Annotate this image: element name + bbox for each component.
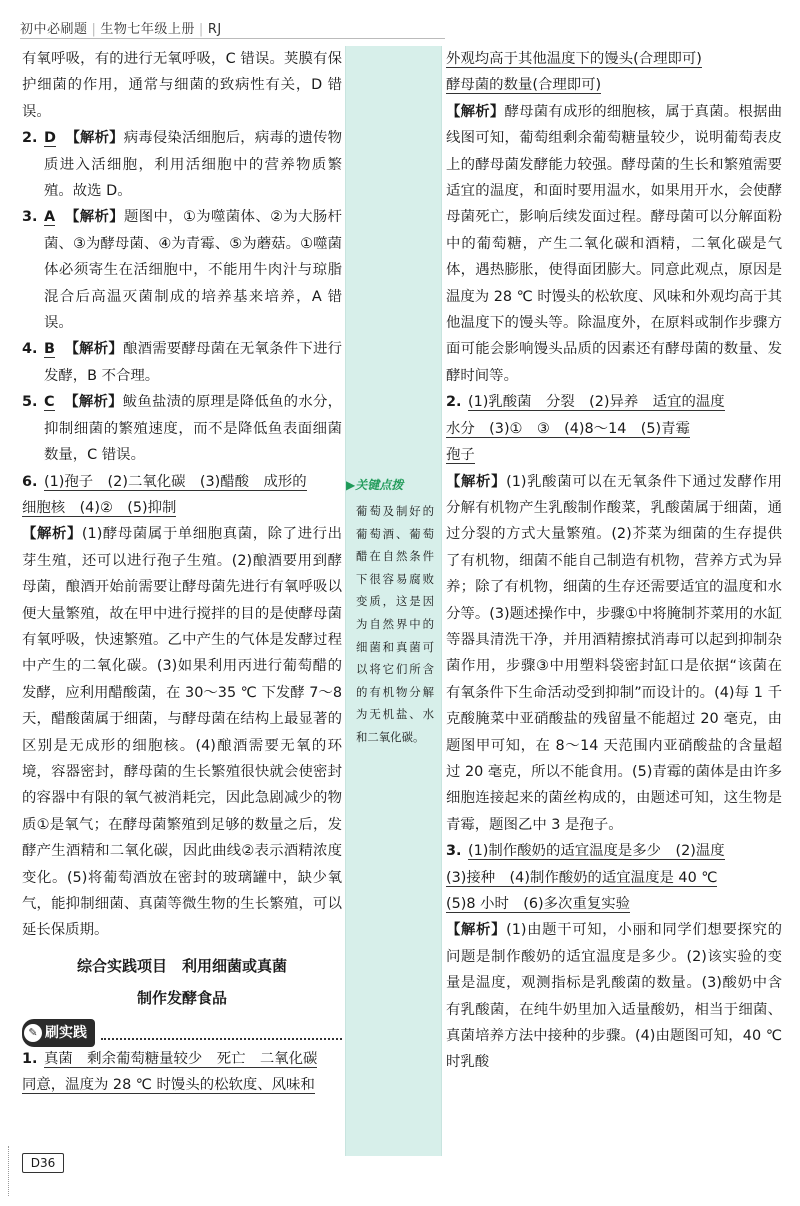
analysis-tag: 【解析】 [446,103,505,120]
analysis-text: 酵母菌有成形的细胞核，属于真菌。根据曲线图可知，葡萄组剩余葡萄糖量较少，说明葡萄表皮上的酵母菌发酵能力较强。酵母菌的生长和繁殖需要适宜的温度，和面时要用温水，如果用开水，会使酵母菌死亡，影响后续发面过程。酵母菌可以分解面粉中的葡萄糖，产生二氧化碳和酒精，二氧化碳是气体，遇热膨胀，使得面团膨大。同意此观点，原因是温度为 28 ℃ 时馒头的松软度、风味和外观均高于其他温度下的馒头等。除温度外，在原料或制作步骤方面可能会影响馒头品质的因素还有酵母菌的数量、发酵时间等。 [446,103,783,384]
analysis-text: 题图中，①为噬菌体、②为大肠杆菌、③为酵母菌、④为青霉、⑤为蘑菇。①噬菌体必须寄生在活细胞中，不能用牛肉汁与琼脂混合后高温灭菌制成的培养基来培养，A 错误。 [44,209,342,332]
subject-name: 生物七年级上册 [100,22,195,37]
analysis-tag: 【解析】 [64,394,123,411]
intro-text: 有氧呼吸，有的进行无氧呼吸，C 错误。荚膜有保护细菌的作用，通常与细菌的致病性有关，D 错误。 [22,51,342,120]
answer-line-3: 孢子 [446,447,475,464]
q-number: 3. [446,843,462,860]
right-column [446,46,782,1076]
answer-line-1: (1)制作酸奶的适宜温度是多少 (2)温度 [468,843,725,860]
answer-line-1: (1)乳酸菌 分裂 (2)异养 适宜的温度 [468,394,725,411]
analysis-text: 病毒侵染活细胞后，病毒的遗传物质进入活细胞，利用活细胞中的营养物质繁殖。故选 D。 [44,130,342,200]
section-title: 综合实践项目 利用细菌或真菌 [76,956,287,975]
page-number: D36 [22,1153,64,1173]
answer-line-4: 酵母菌的数量(合理即可) [446,77,602,94]
answer-line-1: 真菌 剩余葡萄糖量较少 死亡 二氧化碳 [44,1050,318,1067]
answer-line-2: 同意，温度为 28 ℃ 时馒头的松软度、风味和 [22,1077,315,1094]
analysis-text: (1)乳酸菌可以在无氧条件下通过发酵作用分解有机物产生乳酸制作酸菜，乳酸菌属于细菌，通过分裂的方式大量繁殖。(2)芥菜为细菌的生存提供了有机物，细菌不能自己制造有机物，营养方式为异养；除了有机物，细菌的生存还需要适宜的温度和水分等。(3)题述操作中，步骤①中将腌制芥菜用的水缸等器具清洗干净，并用酒精擦拭消毒可以起到抑制杂菌作用，步骤③中用塑料袋密封缸口是依据“该菌在有氧条件下生命活动受到抑制”而设计的。(4)每 1 千克酸腌菜中亚硝酸盐的残留量不能超过 20 毫克，由题图甲可知，在 8～14 天范围内亚硝酸盐的含量超过 20 毫克，所以不能食用。(5)青霉的菌体是由许多细胞连接起来的菌丝构成的，由题述可知，这生物是青霉，题图乙中 3 是孢子。 [446,473,782,833]
answer-line-2: 细胞核 (4)② (5)抑制 [22,499,177,516]
edition-label: RJ [207,22,222,37]
answer-q6 [22,469,342,495]
answer-letter: B [44,341,55,358]
answer-line-2: 水分 (3)① ③ (4)8～14 (5)青霉 [446,420,690,437]
analysis-tag: 【解析】 [65,130,124,147]
practice-badge [22,1019,95,1047]
tip-heading-text: 关键点拨 [355,478,404,492]
q-number: 1. [22,1050,38,1067]
header-rule [20,38,445,39]
analysis-tag: 【解析】 [446,922,507,939]
tip-heading [346,476,441,493]
answer-line-3: 外观均高于其他温度下的馒头(合理即可) [446,51,702,67]
left-column [22,46,342,1099]
analysis-text: (1)由题干可知，小丽和同学们想要探究的问题是制作酸奶的适宜温度是多少。(2)该实验的变量是温度，观测指标是乳酸菌的数量。(3)酸奶中含有乳酸菌，在纯牛奶里加入适量酸奶，相当于细菌、真菌培养方法中接种的步骤。(4)由题图可知，40 ℃ 时乳酸 [446,922,782,1071]
analysis-text: 鲅鱼盐渍的原理是降低鱼的水分，抑制细菌的繁殖速度，而不是降低鱼表面细菌数量，C 错误。 [44,394,342,464]
answer-q4 [22,336,342,389]
practice-banner [22,1020,342,1046]
answer-letter: D [44,130,56,147]
page-header: 初中必刷题 | 生物七年级上册 | RJ [20,22,222,37]
practice-q3 [446,838,782,864]
practice-label: 刷实践 [45,1024,87,1041]
tip-sidebar [345,46,442,1156]
answer-q3 [22,204,342,336]
answer-letter: A [44,209,56,226]
answer-letter: C [44,394,55,411]
practice-q2 [446,389,782,415]
q-number: 6. [22,473,38,490]
triangle-icon: ▶ [346,478,356,492]
q-number: 4. [22,341,38,358]
analysis-text: 酿酒需要酵母菌在无氧条件下进行发酵，B 不合理。 [44,341,342,384]
q-number: 5. [22,394,38,411]
analysis-text: (1)酵母菌属于单细胞真菌，除了进行出芽生殖，还可以进行孢子生殖。(2)酿酒要用到酵母菌，酿酒开始前需要让酵母菌先进行有氧呼吸以便大量繁殖，故在甲中进行搅拌的目的是使酵母菌有氧呼吸，快速繁殖。乙中产生的气体是发酵过程中产生的二氧化碳。(3)如果利用丙进行葡萄醋的发酵，应利用醋酸菌，在 30～35 ℃ 下发酵 7～8 天，醋酸菌属于细菌，与酵母菌在结构上最显著的区别是无成形的细胞核。(4)酿酒需要无氧的环境，容器密封，酵母菌的生长繁殖很快就会使密封的容器中有限的氧气被消耗完，因此急剧减少的物质①是氧气；在酵母菌繁殖到足够的数量之后，发酵产生酒精和二氧化碳，因此曲线②表示酒精浓度变化。(5)将葡萄酒放在密封的玻璃罐中，缺少氧气，能抑制细菌、真菌等微生物的生长繁殖，可以延长保质期。 [22,526,342,939]
answer-line-3: (5)8 小时 (6)多次重复实验 [446,896,631,912]
practice-q1 [22,1046,342,1072]
analysis-tag: 【解析】 [22,526,82,543]
answer-line-2: (3)接种 (4)制作酸奶的适宜温度是 40 ℃ [446,869,718,886]
tip-body: 葡萄及制好的葡萄酒、葡萄醋在自然条件下很容易腐败变质，这是因为自然界中的细菌和真菌可以将它们所含的有机物分解为无机盐、水和二氧化碳。 [356,504,434,744]
series-name: 初中必刷题 [20,22,88,37]
section-title-line2: 制作发酵食品 [136,988,227,1007]
analysis-tag: 【解析】 [64,341,124,358]
margin-dots [8,1146,21,1196]
answer-line-1: (1)孢子 (2)二氧化碳 (3)醋酸 成形的 [44,473,307,490]
q-number: 2. [22,130,38,147]
answer-q2 [22,125,342,204]
analysis-tag: 【解析】 [65,209,125,226]
q-number: 3. [22,209,38,226]
answer-q5 [22,389,342,468]
analysis-tag: 【解析】 [446,473,507,490]
pencil-icon: ✎ [24,1024,42,1042]
q-number: 2. [446,394,462,411]
dotted-divider [101,1026,342,1040]
